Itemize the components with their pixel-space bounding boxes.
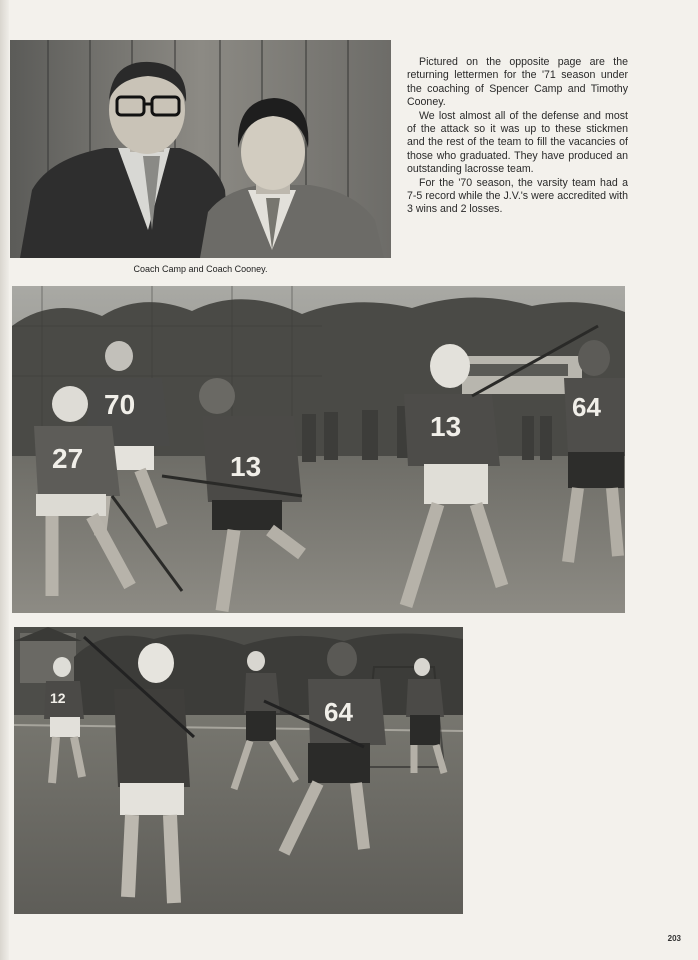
article-paragraph-3: For the '70 season, the varsity team had a 7-5 record while the J.V.'s were accredited with 3 wins and 2 losses. — [407, 176, 628, 216]
page-binding-edge — [0, 0, 9, 960]
article-paragraph-2: We lost almost all of the defense and most of the attack so it was up to these stickmen and the rest of the team to fill the vacancies of those who graduated. They have produced an outstanding lacrosse team. — [407, 109, 628, 176]
jersey-number: 64 — [324, 697, 353, 727]
jersey-number: 64 — [572, 392, 601, 422]
jersey-number: 70 — [104, 389, 136, 420]
jersey-number: 27 — [52, 443, 84, 474]
lacrosse-action-photo-top-image — [12, 286, 625, 613]
article-text — [407, 56, 628, 217]
coaches-photo-caption: Coach Camp and Coach Cooney. — [133, 264, 268, 274]
lacrosse-action-photo-bottom-image — [14, 627, 463, 914]
coaches-photo — [10, 40, 391, 258]
article-paragraph-1: Pictured on the opposite page are the returning lettermen for the '71 season under the coaching of Spencer Camp and Timothy Cooney. — [407, 56, 628, 109]
lacrosse-action-photo-top — [12, 286, 625, 613]
jersey-number: 13 — [230, 451, 262, 482]
lacrosse-action-photo-bottom — [14, 627, 463, 914]
jersey-number: 12 — [50, 690, 66, 706]
jersey-number: 13 — [430, 411, 462, 442]
coaches-photo-image — [10, 40, 391, 258]
page-number: 203 — [667, 934, 681, 943]
